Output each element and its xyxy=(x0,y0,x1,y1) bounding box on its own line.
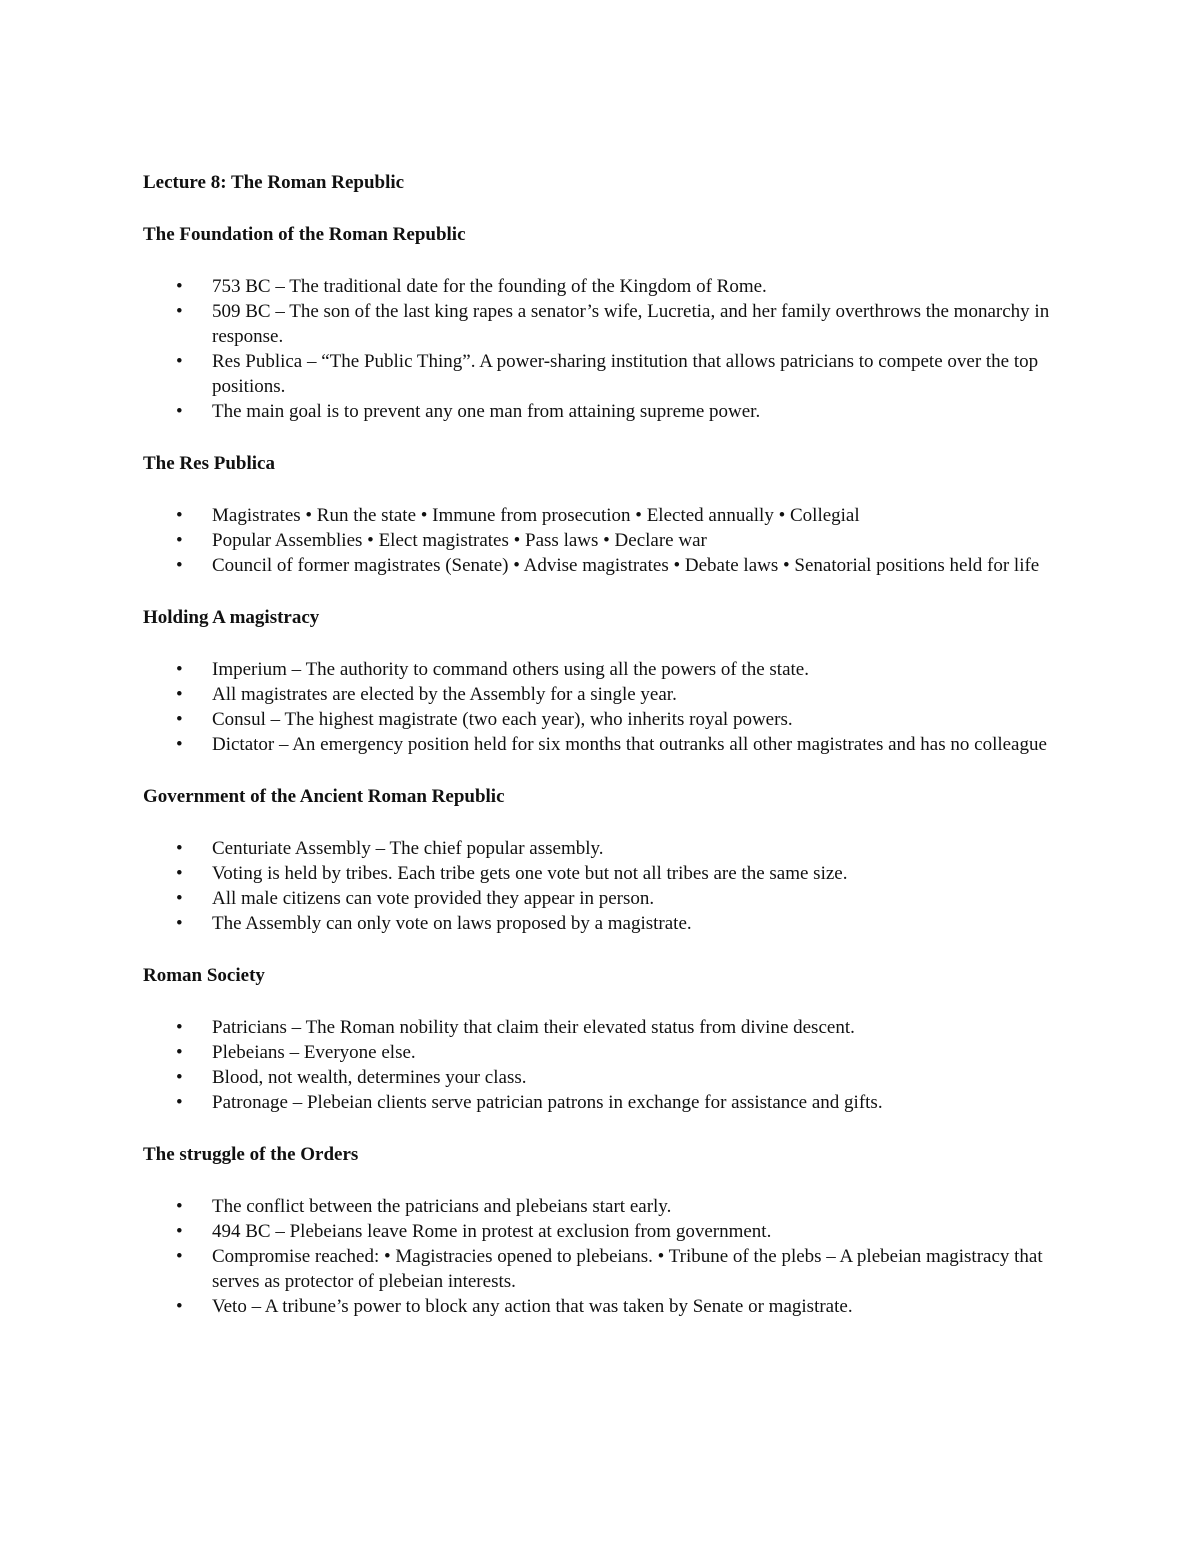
list-item xyxy=(143,682,1053,707)
section-list-struggle-of-orders xyxy=(143,1194,1053,1319)
list-item-text: Veto – A tribune’s power to block any action that was taken by Senate or magistrate. xyxy=(212,1296,853,1317)
bullet-icon: • xyxy=(176,276,183,297)
list-item xyxy=(143,299,1053,349)
list-item xyxy=(143,1244,1053,1294)
list-item xyxy=(143,886,1053,911)
list-item xyxy=(143,1065,1053,1090)
bullet-icon: • xyxy=(176,301,183,322)
section-list-foundation xyxy=(143,274,1053,424)
list-item-text: Consul – The highest magistrate (two each year), who inherits royal powers. xyxy=(212,709,793,730)
list-item-text: Plebeians – Everyone else. xyxy=(212,1042,416,1063)
section-heading-magistracy: Holding A magistracy xyxy=(143,607,320,628)
list-item xyxy=(143,1219,1053,1244)
bullet-icon: • xyxy=(176,1067,183,1088)
list-item-text: 753 BC – The traditional date for the founding of the Kingdom of Rome. xyxy=(212,276,767,297)
list-item-text: 509 BC – The son of the last king rapes a senator’s wife, Lucretia, and her family overthrows the monarchy in response. xyxy=(212,301,1050,347)
list-item xyxy=(143,1090,1053,1115)
list-item xyxy=(143,1194,1053,1219)
bullet-icon: • xyxy=(176,1296,183,1317)
list-item xyxy=(143,349,1053,399)
section-list-res-publica xyxy=(143,503,1053,578)
list-item-text: Voting is held by tribes. Each tribe gets one vote but not all tribes are the same size. xyxy=(212,863,848,884)
section-list-government xyxy=(143,836,1053,936)
document-page xyxy=(143,170,1053,1346)
list-item-text: Blood, not wealth, determines your class. xyxy=(212,1067,527,1088)
list-item xyxy=(143,707,1053,732)
list-item-text: Res Publica – “The Public Thing”. A power-sharing institution that allows patricians to compete over the top positions. xyxy=(212,351,1039,397)
list-item-text: Patronage – Plebeian clients serve patrician patrons in exchange for assistance and gifts. xyxy=(212,1092,883,1113)
bullet-icon: • xyxy=(176,555,183,576)
document-title: Lecture 8: The Roman Republic xyxy=(143,172,405,193)
bullet-icon: • xyxy=(176,1246,183,1267)
list-item xyxy=(143,861,1053,886)
list-item-text: Imperium – The authority to command others using all the powers of the state. xyxy=(212,659,809,680)
section-heading-res-publica: The Res Publica xyxy=(143,453,275,474)
list-item-text: Compromise reached: • Magistracies opened to plebeians. • Tribune of the plebs – A plebeian magistracy that serves as protector of plebeian interests. xyxy=(212,1246,1043,1292)
bullet-icon: • xyxy=(176,401,183,422)
list-item-text: Centuriate Assembly – The chief popular assembly. xyxy=(212,838,604,859)
list-item-text: All male citizens can vote provided they appear in person. xyxy=(212,888,655,909)
list-item xyxy=(143,528,1053,553)
section-list-roman-society xyxy=(143,1015,1053,1115)
list-item xyxy=(143,553,1053,578)
list-item xyxy=(143,657,1053,682)
bullet-icon: • xyxy=(176,351,183,372)
list-item xyxy=(143,503,1053,528)
list-item xyxy=(143,1040,1053,1065)
list-item xyxy=(143,399,1053,424)
list-item-text: Patricians – The Roman nobility that claim their elevated status from divine descent. xyxy=(212,1017,855,1038)
bullet-icon: • xyxy=(176,734,183,755)
section-heading-foundation: The Foundation of the Roman Republic xyxy=(143,224,466,245)
bullet-icon: • xyxy=(176,684,183,705)
list-item xyxy=(143,836,1053,861)
list-item-text: All magistrates are elected by the Assembly for a single year. xyxy=(212,684,677,705)
section-list-magistracy xyxy=(143,657,1053,757)
bullet-icon: • xyxy=(176,1221,183,1242)
list-item-text: Dictator – An emergency position held for six months that outranks all other magistrates and has no colleague xyxy=(212,734,1047,755)
bullet-icon: • xyxy=(176,838,183,859)
bullet-icon: • xyxy=(176,1196,183,1217)
bullet-icon: • xyxy=(176,1092,183,1113)
list-item-text: 494 BC – Plebeians leave Rome in protest at exclusion from government. xyxy=(212,1221,772,1242)
bullet-icon: • xyxy=(176,709,183,730)
bullet-icon: • xyxy=(176,913,183,934)
bullet-icon: • xyxy=(176,530,183,551)
list-item xyxy=(143,1015,1053,1040)
bullet-icon: • xyxy=(176,888,183,909)
bullet-icon: • xyxy=(176,1017,183,1038)
section-heading-roman-society: Roman Society xyxy=(143,965,265,986)
list-item xyxy=(143,732,1053,757)
list-item xyxy=(143,1294,1053,1319)
list-item-text: Magistrates • Run the state • Immune from prosecution • Elected annually • Collegial xyxy=(212,505,860,526)
list-item-text: The Assembly can only vote on laws proposed by a magistrate. xyxy=(212,913,692,934)
bullet-icon: • xyxy=(176,863,183,884)
list-item-text: The conflict between the patricians and plebeians start early. xyxy=(212,1196,672,1217)
list-item-text: Council of former magistrates (Senate) • Advise magistrates • Debate laws • Senatorial positions held for life xyxy=(212,555,1040,576)
bullet-icon: • xyxy=(176,1042,183,1063)
section-heading-government: Government of the Ancient Roman Republic xyxy=(143,786,505,807)
list-item xyxy=(143,274,1053,299)
bullet-icon: • xyxy=(176,505,183,526)
section-heading-struggle-of-orders: The struggle of the Orders xyxy=(143,1144,359,1165)
list-item-text: Popular Assemblies • Elect magistrates • Pass laws • Declare war xyxy=(212,530,707,551)
list-item xyxy=(143,911,1053,936)
bullet-icon: • xyxy=(176,659,183,680)
list-item-text: The main goal is to prevent any one man from attaining supreme power. xyxy=(212,401,761,422)
